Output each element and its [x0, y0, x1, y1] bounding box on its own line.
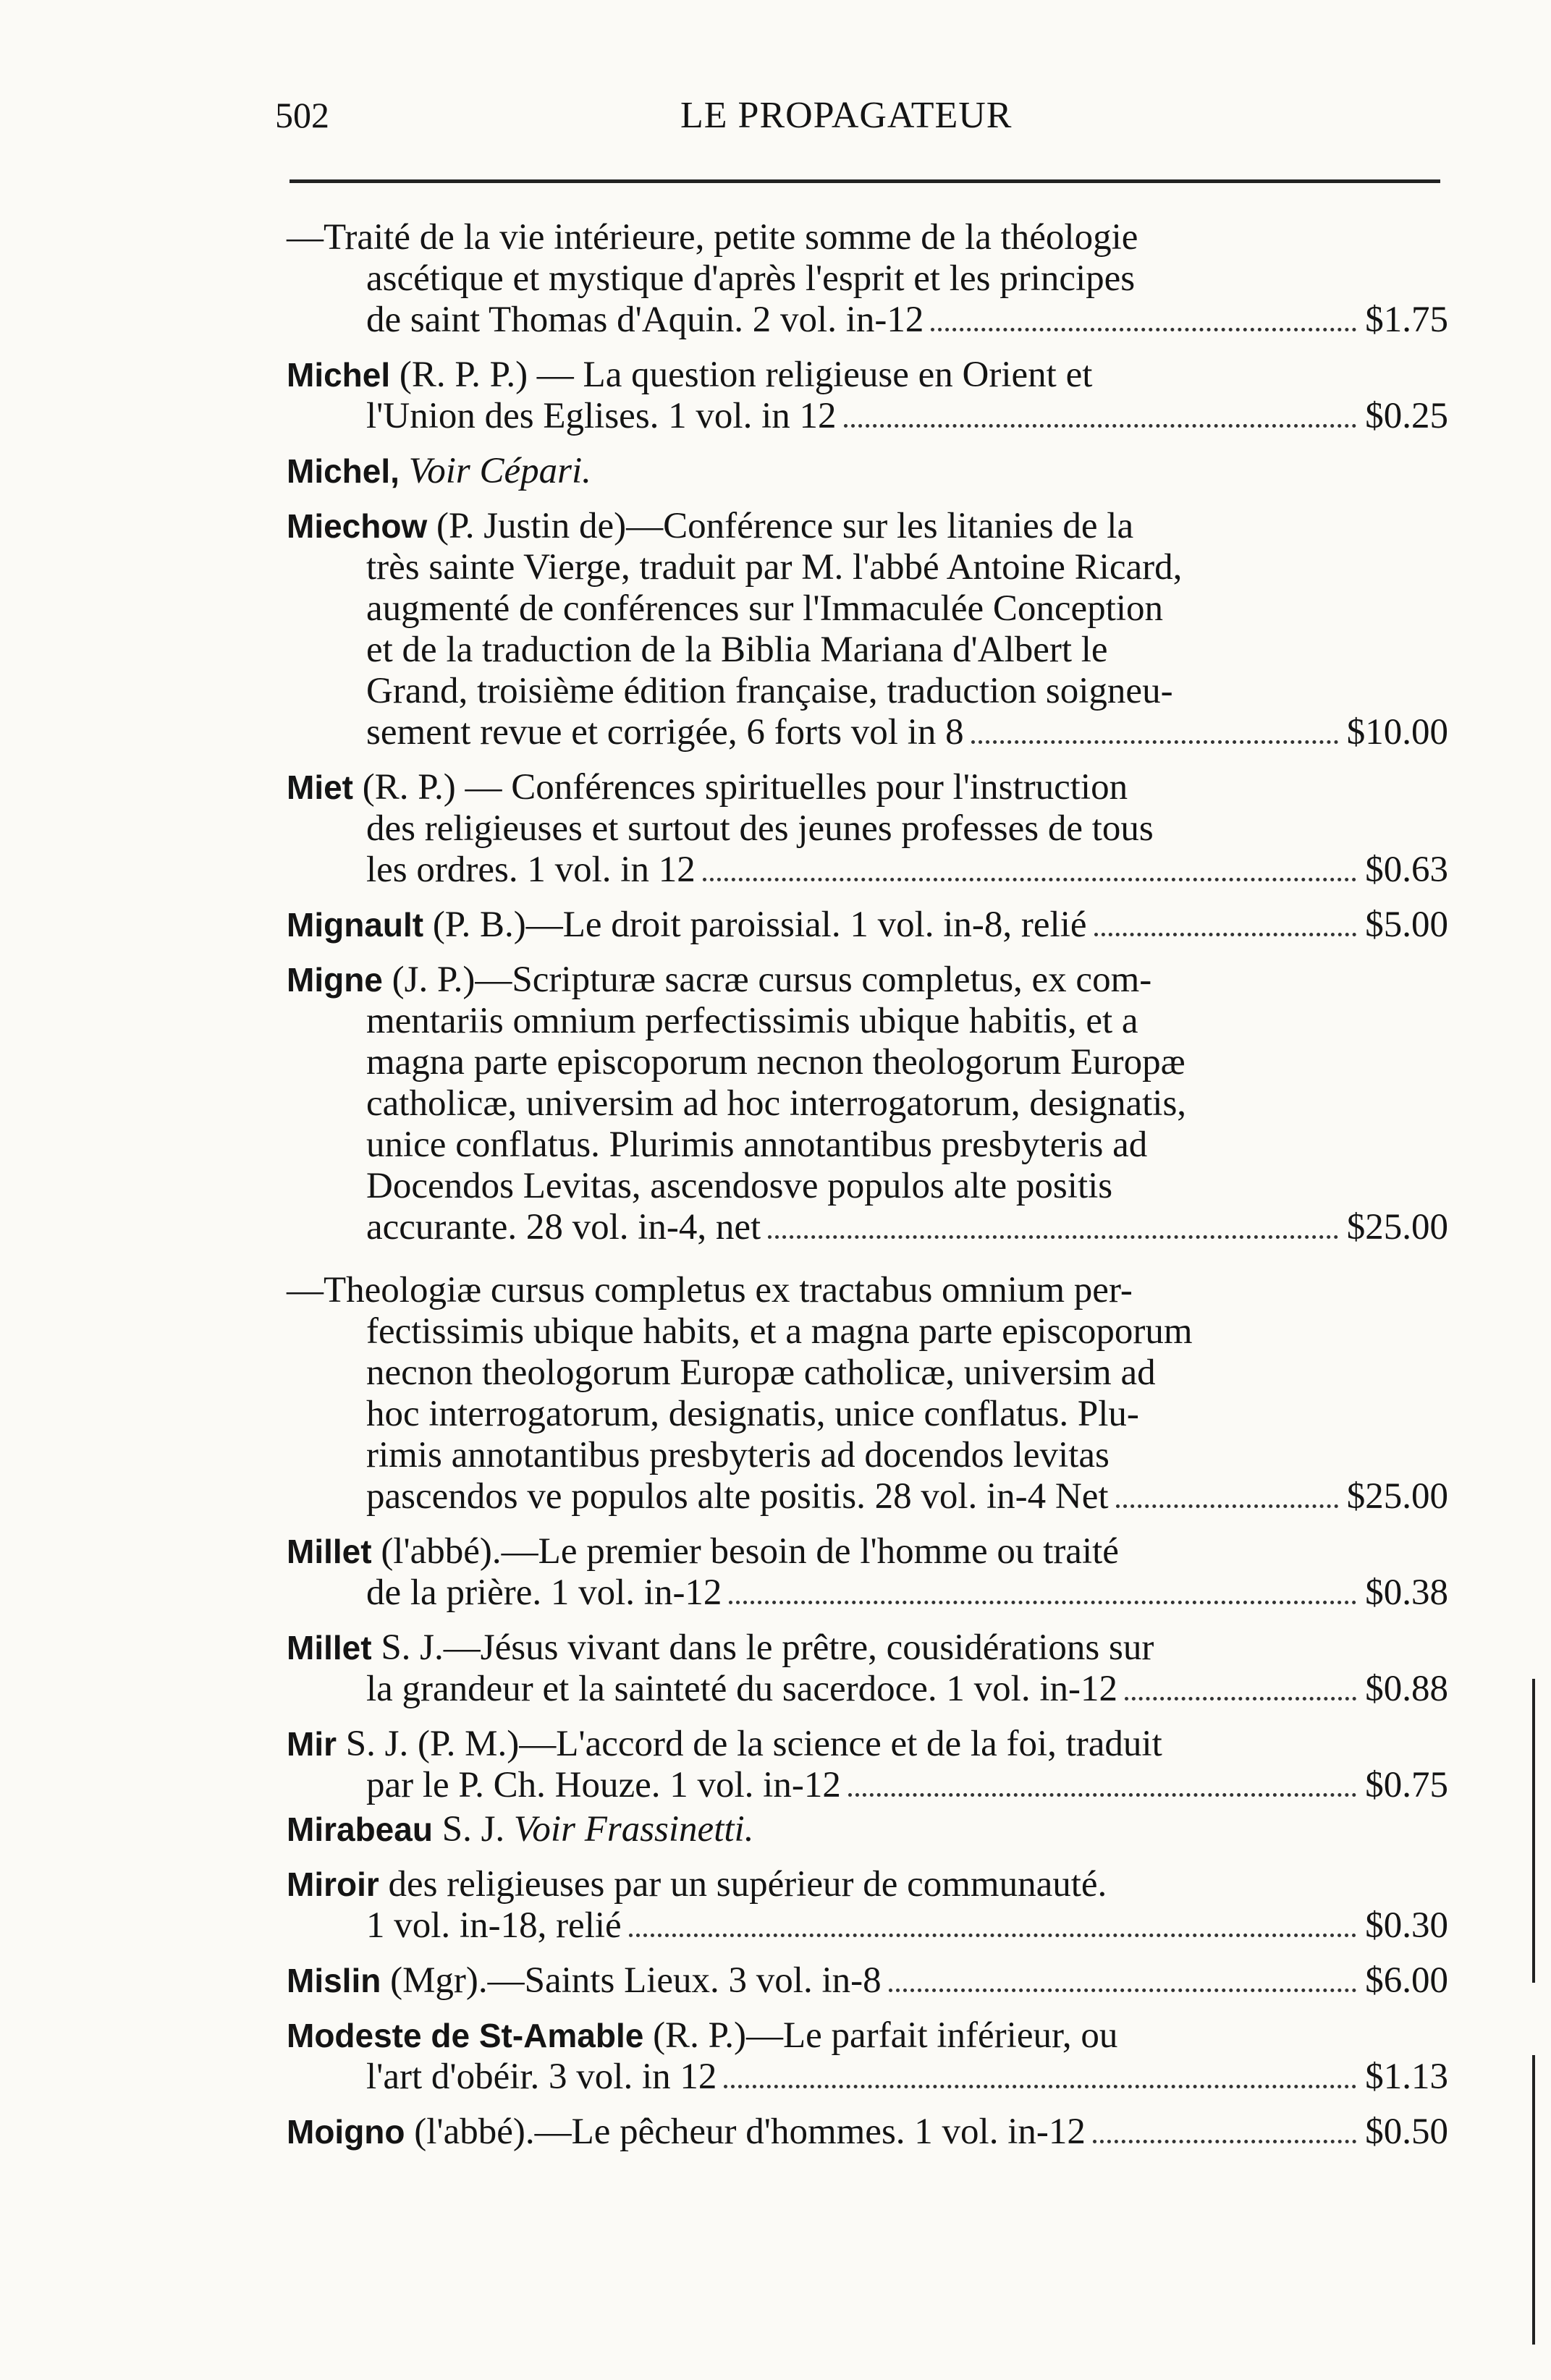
author-name: Michel,	[287, 452, 400, 490]
entry-text: la grandeur et la sainteté du sacerdoce. 1 vol. in-12	[366, 1669, 1118, 1709]
entry-text: Traité de la vie intérieure, petite somme de la théologie	[324, 217, 1138, 258]
entry-text: (Mgr).—Saints Lieux. 3 vol. in-8	[381, 1960, 882, 2001]
entry-text: accurante. 28 vol. in-4, net	[366, 1207, 761, 1248]
entry-text: (R. P. P.) — La question religieuse en Orient et	[390, 355, 1093, 395]
page-header	[275, 94, 1448, 152]
entry-text: S. J.	[432, 1809, 505, 1850]
price: $0.88	[1365, 1669, 1448, 1709]
entry-text: necnon theologorum Europæ catholicæ, universim ad	[366, 1352, 1156, 1393]
entry-text: unice conflatus. Plurimis annotantibus presbyteris ad	[366, 1125, 1148, 1165]
catalog-entry	[287, 2015, 1448, 2098]
entry-text: mentariis omnium perfectissimis ubique habitis, et a	[366, 1001, 1138, 1041]
catalog-entry	[287, 1724, 1448, 1806]
catalog-entry: —Theologiæ cursus completus ex tractabus omnium per- fectissimis ubique habits, et a magna parte episcoporum necnon theologorum Europæ catholicæ, universim ad hoc interrogatorum, designatis, unice conflatus. Plu- rimis annotantibus presbyteris ad docendos levitas pascendos ve populos alte positis. 28 vol. in-4 Net $25.00	[287, 1270, 1448, 1517]
entry-text: (P. Justin de)—Conférence sur les litanies de la	[427, 506, 1134, 546]
entry-text: (R. P.) — Conférences spirituelles pour l'instruction	[353, 767, 1128, 808]
catalog-entry	[287, 905, 1448, 946]
author-name: Mislin	[287, 1962, 381, 1999]
entry-text: ascétique et mystique d'après l'esprit et les principes	[366, 258, 1136, 299]
entry-text: par le P. Ch. Houze. 1 vol. in-12	[366, 1765, 841, 1805]
catalog-entry: —Traité de la vie intérieure, petite somme de la théologie ascétique et mystique d'après l'esprit et les principes de saint Thomas d'Aquin. 2 vol. in-12 $1.75	[287, 217, 1448, 340]
catalog-entry	[287, 767, 1448, 891]
author-name: Mir	[287, 1725, 337, 1763]
entry-text: magna parte episcoporum necnon theologorum Europæ	[366, 1042, 1186, 1083]
catalog-entry	[287, 1809, 1448, 1850]
entry-text: et de la traduction de la Biblia Mariana d'Albert le	[366, 630, 1108, 670]
entry-text: hoc interrogatorum, designatis, unice conflatus. Plu-	[366, 1394, 1139, 1434]
catalog-entries	[287, 217, 1448, 2167]
see-reference: Voir Frassinetti.	[513, 1809, 754, 1850]
entry-text: des religieuses par un supérieur de communauté.	[379, 1864, 1107, 1905]
entry-text: catholicæ, universim ad hoc interrogatorum, designatis,	[366, 1083, 1187, 1124]
author-name: Millet	[287, 1629, 372, 1667]
entry-text: (l'abbé).—Le pêcheur d'hommes. 1 vol. in-12	[405, 2112, 1086, 2152]
entry-text: Grand, troisième édition française, traduction soigneu-	[366, 671, 1173, 711]
price: $1.13	[1365, 2057, 1448, 2097]
author-name: Mignault	[287, 906, 424, 944]
author-name: Modeste de St-Amable	[287, 2017, 644, 2054]
price: $5.00	[1365, 905, 1448, 945]
entry-text: S. J.—Jésus vivant dans le prêtre, cousidérations sur	[371, 1627, 1154, 1668]
entry-text: 1 vol. in-18, relié	[366, 1905, 622, 1946]
entry-text: S. J. (P. M.)—L'accord de la science et de la foi, traduit	[337, 1724, 1162, 1764]
price: $25.00	[1346, 1476, 1448, 1517]
price: $0.38	[1365, 1572, 1448, 1613]
catalog-entry	[287, 1960, 1448, 2002]
entry-text: l'Union des Eglises. 1 vol. in 12	[366, 396, 837, 436]
price: $0.25	[1365, 396, 1448, 436]
author-name: Miet	[287, 768, 353, 806]
catalog-entry	[287, 451, 1448, 492]
price: $10.00	[1346, 712, 1448, 753]
entry-text: très sainte Vierge, traduit par M. l'abbé Antoine Ricard,	[366, 547, 1183, 588]
entry-text: de saint Thomas d'Aquin. 2 vol. in-12	[366, 300, 924, 340]
entry-text: (R. P.)—Le parfait inférieur, ou	[643, 2015, 1118, 2056]
catalog-entry	[287, 2112, 1448, 2153]
page-number: 502	[275, 95, 329, 135]
catalog-entry	[287, 960, 1448, 1248]
catalog-entry	[287, 1864, 1448, 1947]
price: $6.00	[1365, 1960, 1448, 2001]
price: $1.75	[1365, 300, 1448, 340]
author-name: Mirabeau	[287, 1811, 433, 1848]
price: $0.30	[1365, 1905, 1448, 1946]
price: $0.75	[1365, 1765, 1448, 1805]
author-name: Miroir	[287, 1866, 379, 1903]
price: $0.50	[1365, 2112, 1448, 2152]
entry-text: (J. P.)—Scripturæ sacræ cursus completus, ex com-	[382, 960, 1152, 1000]
entry-text: augmenté de conférences sur l'Immaculée Conception	[366, 588, 1163, 629]
entry-text: (P. B.)—Le droit paroissial. 1 vol. in-8, relié	[423, 905, 1087, 945]
author-name: Migne	[287, 961, 383, 999]
price: $0.63	[1365, 850, 1448, 890]
entry-text: des religieuses et surtout des jeunes professes de tous	[366, 808, 1154, 849]
author-name: Michel	[287, 356, 391, 394]
entry-text: les ordres. 1 vol. in 12	[366, 850, 696, 890]
running-title: LE PROPAGATEUR	[680, 95, 1013, 136]
catalog-entry	[287, 1531, 1448, 1614]
price: $25.00	[1346, 1207, 1448, 1248]
author-name: Millet	[287, 1533, 372, 1570]
entry-text: pascendos ve populos alte positis. 28 vol. in-4 Net	[366, 1476, 1109, 1517]
header-rule	[290, 179, 1440, 183]
catalog-entry	[287, 355, 1448, 437]
entry-text: de la prière. 1 vol. in-12	[366, 1572, 722, 1613]
entry-text: Theologiæ cursus completus ex tractabus omnium per-	[324, 1270, 1133, 1310]
author-name: Miechow	[287, 507, 428, 545]
scan-margin-mark	[1532, 1679, 1535, 1983]
entry-text: (l'abbé).—Le premier besoin de l'homme ou traité	[371, 1531, 1119, 1572]
author-name: Moigno	[287, 2113, 405, 2151]
catalog-entry	[287, 506, 1448, 753]
entry-text: rimis annotantibus presbyteris ad docendos levitas	[366, 1435, 1110, 1475]
catalog-entry	[287, 1627, 1448, 1710]
scan-margin-mark	[1532, 2055, 1535, 2345]
entry-text: l'art d'obéir. 3 vol. in 12	[366, 2057, 717, 2097]
entry-text: sement revue et corrigée, 6 forts vol in 8	[366, 712, 964, 753]
see-reference: Voir Cépari.	[408, 451, 591, 491]
entry-text: fectissimis ubique habits, et a magna parte episcoporum	[366, 1311, 1193, 1352]
entry-text: Docendos Levitas, ascendosve populos alte positis	[366, 1166, 1113, 1206]
